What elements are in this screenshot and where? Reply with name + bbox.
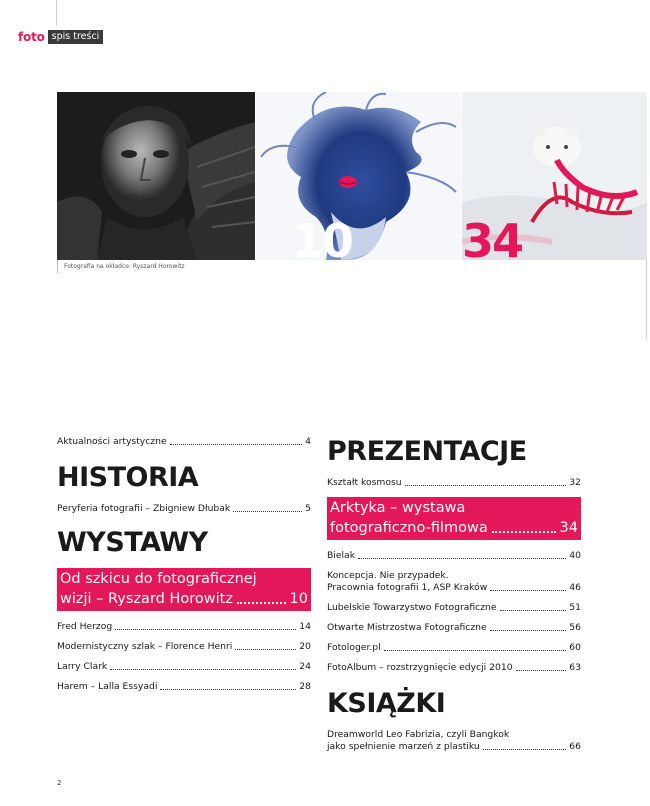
right-rule: [646, 260, 647, 340]
page-number: 2: [57, 779, 62, 787]
highlight-entry-horowitz[interactable]: Od szkicu do fotograficznej wizji – Ryszard Horowitz 10: [57, 568, 311, 611]
figure-photo: [256, 92, 461, 260]
section-heading-prezentacje: PREZENTACJE: [327, 436, 527, 467]
toc-entry[interactable]: Aktualności artystyczne 4: [57, 436, 311, 447]
toc-entry[interactable]: Kształt kosmosu 32: [327, 477, 581, 489]
section-mark: [18, 30, 103, 44]
toc-entry[interactable]: Lubelskie Towarzystwo Fotograficzne 51: [327, 601, 581, 613]
feature-page-number-34: 34: [462, 214, 523, 268]
section-heading-historia: HISTORIA: [57, 461, 199, 493]
top-rule: [56, 0, 57, 26]
toc-entry[interactable]: Harem – Lalla Essyadi 28: [57, 680, 311, 692]
toc-entry[interactable]: Modernistyczny szlak – Florence Henri 20: [57, 641, 311, 653]
brand-label: foto: [18, 30, 45, 44]
portrait-photo: [57, 92, 255, 260]
section-label: spis treści: [48, 30, 104, 44]
toc-entry[interactable]: Fred Herzog 14: [57, 621, 311, 633]
section-heading-ksiazki: KSIĄŻKI: [327, 687, 446, 719]
feature-page-number-10: 10: [292, 214, 353, 268]
toc-entry[interactable]: Otwarte Mistrzostwa Fotograficzne 56: [327, 621, 581, 633]
toc-entry[interactable]: Koncepcja. Nie przypadek. Pracownia fotografii 1, ASP Kraków 46: [327, 570, 581, 594]
toc-entry[interactable]: Peryferia fotografii – Zbigniew Dłubak 5: [57, 503, 311, 514]
toc-entry[interactable]: Bielak 40: [327, 550, 581, 562]
toc-entry[interactable]: Fotologer.pl 60: [327, 641, 581, 653]
toc-entry[interactable]: FotoAlbum – rozstrzygnięcie edycji 2010 63: [327, 661, 581, 673]
toc-right-column: [327, 436, 581, 761]
toc-left-column: [57, 436, 311, 701]
highlight-entry-arktyka[interactable]: Arktyka – wystawa fotograficzno-filmowa 34: [327, 497, 581, 540]
toc-entry[interactable]: Dreamworld Leo Fabrizia, czyli Bangkok jako spełnienie marzeń z plastiku 66: [327, 728, 581, 752]
section-heading-wystawy: WYSTAWY: [57, 526, 208, 558]
cover-caption: Fotografia na okładce: Ryszard Horowitz: [57, 260, 264, 273]
toc-entry[interactable]: Larry Clark 24: [57, 661, 311, 673]
figure-image: [256, 92, 461, 260]
portrait-image: [57, 92, 255, 260]
